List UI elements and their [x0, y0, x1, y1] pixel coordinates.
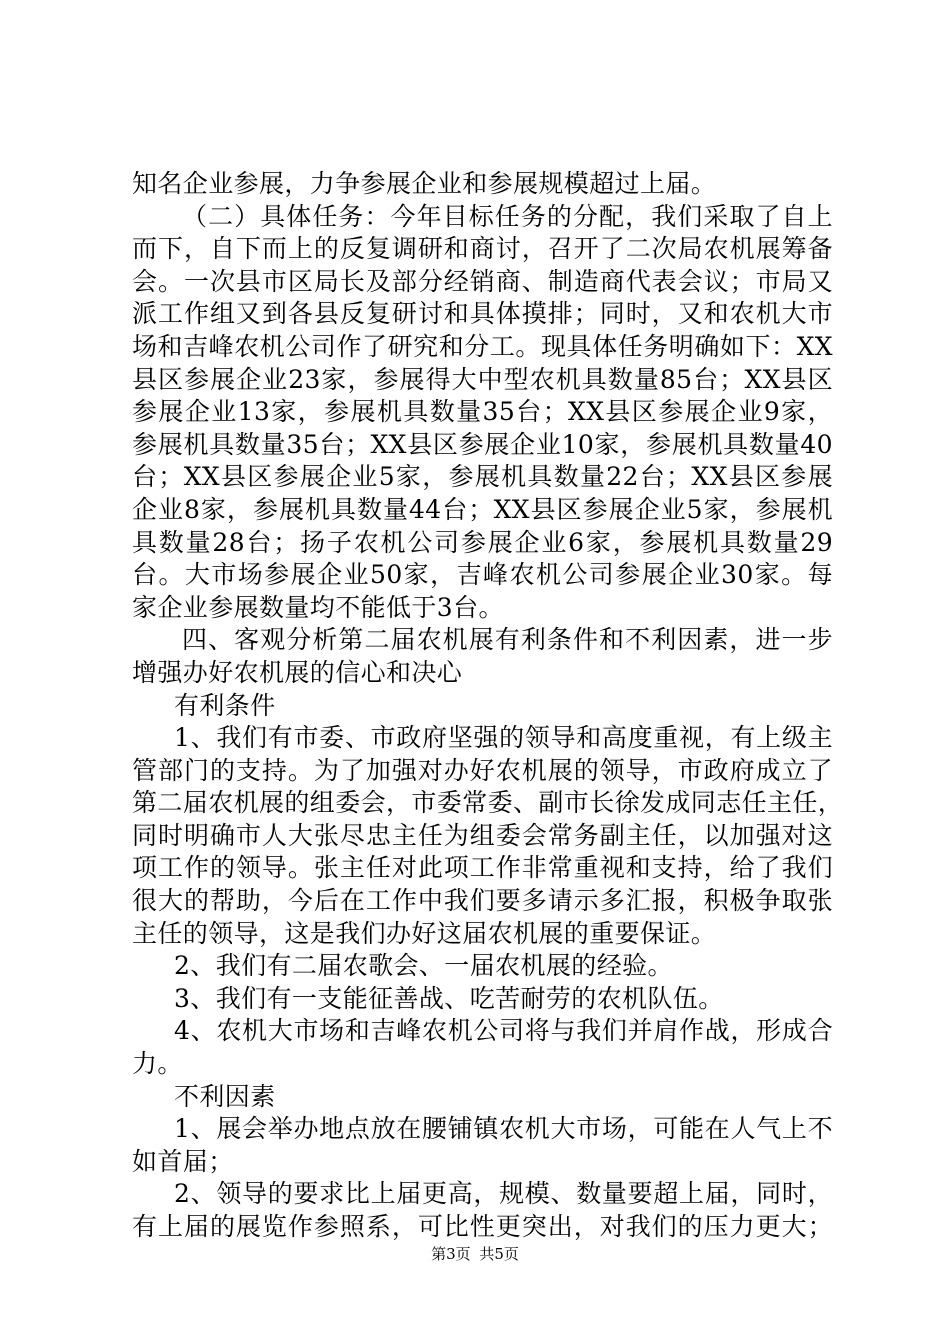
- page-total: 共5页: [479, 1245, 519, 1263]
- text-line: 派工作组又到各县反复研讨和具体摸排；同时，又和农机大市: [132, 299, 833, 329]
- text-line: 同时明确市人大张尽忠主任为组委会常务副主任，以加强对这: [132, 820, 833, 850]
- text-line: 有上届的展览作参照系，可比性更突出，对我们的压力更大；: [132, 1212, 833, 1241]
- page-number: 第3页: [431, 1245, 471, 1263]
- text-line: 4、农机大市场和吉峰农机公司将与我们并肩作战，形成合: [174, 1016, 833, 1046]
- text-line: 家企业参展数量均不能低于3台。: [132, 592, 504, 622]
- text-line: 主任的领导，这是我们办好这届农机展的重要保证。: [132, 918, 717, 948]
- text-line: 台。大市场参展企业50家，吉峰农机公司参展企业30家。每: [132, 560, 833, 590]
- subheading-unfavorable: 不利因素: [174, 1081, 276, 1111]
- text-line: 如首届；: [132, 1146, 234, 1176]
- text-line: 2、我们有二届农歌会、一届农机展的经验。: [174, 951, 673, 981]
- text-line: 企业8家，参展机具数量44台；XX县区参展企业5家，参展机: [132, 494, 833, 524]
- text-line: 具数量28台；扬子农机公司参展企业6家，参展机具数量29: [132, 527, 833, 557]
- text-line: 而下，自下而上的反复调研和商讨，召开了二次局农机展筹备: [132, 234, 833, 264]
- text-line: 知名企业参展，力争参展企业和参展规模超过上届。: [132, 169, 717, 198]
- text-line: 参展企业13家，参展机具数量35台；XX县区参展企业9家，: [132, 397, 833, 427]
- subheading-favorable: 有利条件: [174, 690, 276, 720]
- text-line: 台；XX县区参展企业5家，参展机具数量22台；XX县区参展: [132, 462, 833, 492]
- text-line: 很大的帮助，今后在工作中我们要多请示多汇报，积极争取张: [132, 886, 833, 916]
- text-line: 场和吉峰农机公司作了研究和分工。现具体任务明确如下：XX: [132, 331, 833, 361]
- text-line: 1、展会举办地点放在腰铺镇农机大市场，可能在人气上不: [174, 1114, 833, 1144]
- text-line: 1、我们有市委、市政府坚强的领导和高度重视，有上级主: [174, 723, 833, 753]
- text-line: 县区参展企业23家，参展得大中型农机具数量85台；XX县区: [132, 364, 833, 394]
- document-body: [132, 168, 844, 1244]
- text-line: 项工作的领导。张主任对此项工作非常重视和支持，给了我们: [132, 853, 833, 883]
- page-footer: [0, 1244, 950, 1264]
- text-line: 3、我们有一支能征善战、吃苦耐劳的农机队伍。: [174, 983, 724, 1013]
- text-line: （二）具体任务：今年目标任务的分配，我们采取了自上: [182, 201, 833, 231]
- text-line: 管部门的支持。为了加强对办好农机展的领导，市政府成立了: [132, 755, 833, 785]
- text-line: 2、领导的要求比上届更高，规模、数量要超上届，同时，: [174, 1179, 833, 1209]
- text-line: 第二届农机展的组委会，市委常委、副市长徐发成同志任主任，: [132, 788, 844, 818]
- text-line: 力。: [132, 1049, 183, 1079]
- text-line: 会。一次县市区局长及部分经销商、制造商代表会议；市局又: [132, 266, 833, 296]
- text-line: 参展机具数量35台；XX县区参展企业10家，参展机具数量40: [132, 429, 833, 459]
- section-heading-cont: 增强办好农机展的信心和决心: [132, 657, 463, 687]
- section-heading: 四、客观分析第二届农机展有利条件和不利因素，进一步: [182, 625, 833, 655]
